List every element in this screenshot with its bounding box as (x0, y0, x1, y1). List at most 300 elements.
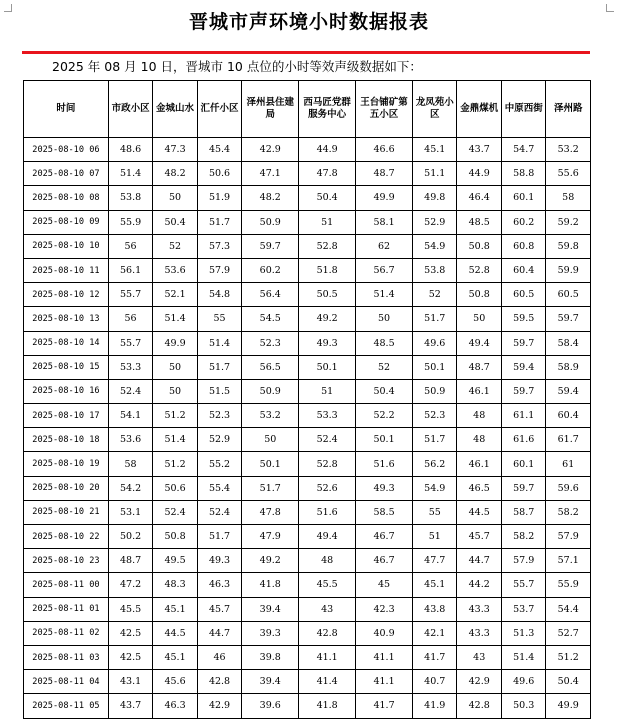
value-cell: 51.7 (197, 355, 241, 379)
time-cell: 2025-08-10 11 (24, 258, 109, 282)
column-header-site: 金鼎煤机 (457, 81, 501, 138)
value-cell: 51.3 (501, 621, 545, 645)
value-cell: 52.8 (299, 234, 356, 258)
title-divider (22, 51, 590, 54)
value-cell: 42.8 (197, 670, 241, 694)
value-cell: 61.6 (501, 428, 545, 452)
value-cell: 43 (457, 645, 501, 669)
time-cell: 2025-08-10 16 (24, 379, 109, 403)
value-cell: 41.1 (356, 670, 413, 694)
value-cell: 41.1 (356, 645, 413, 669)
time-cell: 2025-08-10 09 (24, 210, 109, 234)
value-cell: 53.7 (501, 597, 545, 621)
value-cell: 52 (356, 355, 413, 379)
value-cell: 47.9 (242, 525, 299, 549)
value-cell: 41.7 (413, 645, 457, 669)
value-cell: 48.2 (153, 162, 197, 186)
value-cell: 41.1 (299, 645, 356, 669)
value-cell: 51.4 (153, 307, 197, 331)
value-cell: 45.5 (108, 597, 152, 621)
value-cell: 50.3 (501, 694, 545, 718)
value-cell: 48.7 (457, 355, 501, 379)
value-cell: 56.2 (413, 452, 457, 476)
value-cell: 45.7 (197, 597, 241, 621)
value-cell: 50.9 (413, 379, 457, 403)
value-cell: 51 (299, 210, 356, 234)
value-cell: 53.2 (546, 138, 591, 162)
value-cell: 49.4 (299, 525, 356, 549)
value-cell: 51.4 (108, 162, 152, 186)
value-cell: 39.3 (242, 621, 299, 645)
table-row (24, 404, 591, 428)
value-cell: 61.7 (546, 428, 591, 452)
value-cell: 40.7 (413, 670, 457, 694)
value-cell: 39.6 (242, 694, 299, 718)
value-cell: 46.1 (457, 452, 501, 476)
value-cell: 43.1 (108, 670, 152, 694)
value-cell: 48.5 (356, 331, 413, 355)
value-cell: 44.9 (299, 138, 356, 162)
value-cell: 49.6 (501, 670, 545, 694)
value-cell: 43.3 (457, 621, 501, 645)
value-cell: 39.4 (242, 670, 299, 694)
time-cell: 2025-08-10 12 (24, 283, 109, 307)
value-cell: 42.8 (299, 621, 356, 645)
value-cell: 54.1 (108, 404, 152, 428)
table-row (24, 645, 591, 669)
value-cell: 59.7 (242, 234, 299, 258)
column-header-site: 西马匠党群服务中心 (299, 81, 356, 138)
value-cell: 45.1 (413, 138, 457, 162)
time-cell: 2025-08-10 07 (24, 162, 109, 186)
value-cell: 51.4 (153, 428, 197, 452)
value-cell: 52 (153, 234, 197, 258)
value-cell: 53.6 (153, 258, 197, 282)
value-cell: 42.8 (457, 694, 501, 718)
value-cell: 57.9 (501, 549, 545, 573)
value-cell: 43.7 (108, 694, 152, 718)
value-cell: 58.8 (501, 162, 545, 186)
value-cell: 51.7 (413, 307, 457, 331)
value-cell: 48.3 (153, 573, 197, 597)
value-cell: 55.7 (501, 573, 545, 597)
time-cell: 2025-08-10 15 (24, 355, 109, 379)
value-cell: 58.4 (546, 331, 591, 355)
value-cell: 50.4 (153, 210, 197, 234)
value-cell: 48.7 (356, 162, 413, 186)
value-cell: 55.2 (197, 452, 241, 476)
value-cell: 55.6 (546, 162, 591, 186)
value-cell: 51.8 (299, 258, 356, 282)
value-cell: 41.4 (299, 670, 356, 694)
value-cell: 59.4 (501, 355, 545, 379)
value-cell: 50 (457, 307, 501, 331)
value-cell: 39.8 (242, 645, 299, 669)
table-row (24, 355, 591, 379)
table-row (24, 428, 591, 452)
value-cell: 49.8 (413, 186, 457, 210)
value-cell: 56 (108, 307, 152, 331)
value-cell: 52.8 (299, 452, 356, 476)
value-cell: 45.6 (153, 670, 197, 694)
value-cell: 59.7 (501, 331, 545, 355)
table-row (24, 234, 591, 258)
table-row (24, 597, 591, 621)
value-cell: 53.1 (108, 500, 152, 524)
value-cell: 45.1 (153, 645, 197, 669)
value-cell: 52.4 (108, 379, 152, 403)
value-cell: 58.1 (356, 210, 413, 234)
value-cell: 51.7 (197, 210, 241, 234)
value-cell: 49.4 (457, 331, 501, 355)
value-cell: 50.8 (457, 283, 501, 307)
value-cell: 51.9 (197, 186, 241, 210)
value-cell: 48.5 (457, 210, 501, 234)
value-cell: 48.7 (108, 549, 152, 573)
time-cell: 2025-08-10 14 (24, 331, 109, 355)
table-row (24, 307, 591, 331)
value-cell: 50 (356, 307, 413, 331)
value-cell: 52 (413, 283, 457, 307)
value-cell: 42.9 (242, 138, 299, 162)
value-cell: 59.7 (501, 476, 545, 500)
value-cell: 51 (413, 525, 457, 549)
value-cell: 50.2 (108, 525, 152, 549)
value-cell: 61.1 (501, 404, 545, 428)
value-cell: 60.2 (501, 210, 545, 234)
value-cell: 60.5 (546, 283, 591, 307)
value-cell: 41.7 (356, 694, 413, 718)
value-cell: 54.4 (546, 597, 591, 621)
value-cell: 51.6 (356, 452, 413, 476)
value-cell: 55.4 (197, 476, 241, 500)
value-cell: 50 (153, 355, 197, 379)
table-row (24, 162, 591, 186)
column-header-site: 泽州路 (546, 81, 591, 138)
table-row (24, 331, 591, 355)
value-cell: 43 (299, 597, 356, 621)
time-cell: 2025-08-10 08 (24, 186, 109, 210)
time-cell: 2025-08-11 04 (24, 670, 109, 694)
value-cell: 52.4 (153, 500, 197, 524)
value-cell: 61 (546, 452, 591, 476)
column-header-site: 王台铺矿第五小区 (356, 81, 413, 138)
value-cell: 47.1 (242, 162, 299, 186)
value-cell: 50.1 (242, 452, 299, 476)
value-cell: 50.8 (457, 234, 501, 258)
value-cell: 56.5 (242, 355, 299, 379)
value-cell: 52.7 (546, 621, 591, 645)
value-cell: 51.5 (197, 379, 241, 403)
value-cell: 58.9 (546, 355, 591, 379)
value-cell: 42.3 (356, 597, 413, 621)
table-row (24, 379, 591, 403)
value-cell: 51.7 (242, 476, 299, 500)
value-cell: 46.7 (356, 549, 413, 573)
value-cell: 51.2 (153, 404, 197, 428)
table-row (24, 525, 591, 549)
value-cell: 48 (457, 428, 501, 452)
value-cell: 60.2 (242, 258, 299, 282)
value-cell: 50 (153, 186, 197, 210)
table-row (24, 694, 591, 718)
report-title: 晋城市声环境小时数据报表 (188, 11, 429, 33)
column-header-site: 汇仟小区 (197, 81, 241, 138)
column-header-site: 泽州县住建局 (242, 81, 299, 138)
value-cell: 59.6 (546, 476, 591, 500)
value-cell: 42.5 (108, 621, 152, 645)
value-cell: 41.8 (299, 694, 356, 718)
value-cell: 47.2 (108, 573, 152, 597)
value-cell: 53.6 (108, 428, 152, 452)
value-cell: 48.6 (108, 138, 152, 162)
table-row (24, 476, 591, 500)
value-cell: 54.8 (197, 283, 241, 307)
value-cell: 42.1 (413, 621, 457, 645)
time-cell: 2025-08-11 01 (24, 597, 109, 621)
value-cell: 47.8 (299, 162, 356, 186)
value-cell: 58.2 (501, 525, 545, 549)
time-cell: 2025-08-11 00 (24, 573, 109, 597)
table-header-row (24, 81, 591, 138)
value-cell: 54.7 (501, 138, 545, 162)
time-cell: 2025-08-10 19 (24, 452, 109, 476)
value-cell: 52.3 (242, 331, 299, 355)
value-cell: 44.7 (197, 621, 241, 645)
value-cell: 49.2 (242, 549, 299, 573)
value-cell: 59.8 (546, 234, 591, 258)
value-cell: 47.7 (413, 549, 457, 573)
table-row (24, 138, 591, 162)
value-cell: 57.9 (197, 258, 241, 282)
value-cell: 46.7 (356, 525, 413, 549)
time-cell: 2025-08-10 10 (24, 234, 109, 258)
value-cell: 51.1 (413, 162, 457, 186)
time-cell: 2025-08-10 18 (24, 428, 109, 452)
time-cell: 2025-08-10 13 (24, 307, 109, 331)
value-cell: 50.4 (299, 186, 356, 210)
table-row (24, 210, 591, 234)
value-cell: 50.4 (546, 670, 591, 694)
value-cell: 52.4 (197, 500, 241, 524)
value-cell: 60.4 (546, 404, 591, 428)
value-cell: 52.4 (299, 428, 356, 452)
value-cell: 52.1 (153, 283, 197, 307)
value-cell: 60.1 (501, 186, 545, 210)
table-row (24, 500, 591, 524)
column-header-site: 市政小区 (108, 81, 152, 138)
table-row (24, 621, 591, 645)
value-cell: 49.9 (546, 694, 591, 718)
value-cell: 50.1 (413, 355, 457, 379)
value-cell: 48 (299, 549, 356, 573)
time-cell: 2025-08-11 02 (24, 621, 109, 645)
value-cell: 50.5 (299, 283, 356, 307)
value-cell: 50 (153, 379, 197, 403)
value-cell: 54.2 (108, 476, 152, 500)
value-cell: 42.9 (457, 670, 501, 694)
value-cell: 46.4 (457, 186, 501, 210)
value-cell: 58.2 (546, 500, 591, 524)
value-cell: 60.4 (501, 258, 545, 282)
value-cell: 50.4 (356, 379, 413, 403)
value-cell: 44.5 (457, 500, 501, 524)
value-cell: 46.5 (457, 476, 501, 500)
table-row (24, 283, 591, 307)
value-cell: 45.4 (197, 138, 241, 162)
value-cell: 55 (197, 307, 241, 331)
column-header-site: 金城山水 (153, 81, 197, 138)
value-cell: 51.2 (153, 452, 197, 476)
table-body (24, 138, 591, 719)
value-cell: 49.5 (153, 549, 197, 573)
value-cell: 47.3 (153, 138, 197, 162)
value-cell: 54.9 (413, 234, 457, 258)
value-cell: 52.3 (413, 404, 457, 428)
value-cell: 52.2 (356, 404, 413, 428)
column-header-site: 中原西街 (501, 81, 545, 138)
value-cell: 45.5 (299, 573, 356, 597)
time-cell: 2025-08-10 21 (24, 500, 109, 524)
value-cell: 53.3 (108, 355, 152, 379)
value-cell: 57.9 (546, 525, 591, 549)
value-cell: 60.5 (501, 283, 545, 307)
value-cell: 49.9 (356, 186, 413, 210)
table-row (24, 258, 591, 282)
value-cell: 59.7 (501, 379, 545, 403)
table-row (24, 573, 591, 597)
value-cell: 46 (197, 645, 241, 669)
value-cell: 39.4 (242, 597, 299, 621)
value-cell: 60.8 (501, 234, 545, 258)
value-cell: 46.3 (153, 694, 197, 718)
value-cell: 41.8 (242, 573, 299, 597)
value-cell: 52.6 (299, 476, 356, 500)
value-cell: 50 (242, 428, 299, 452)
value-cell: 62 (356, 234, 413, 258)
value-cell: 55.9 (108, 210, 152, 234)
value-cell: 55.9 (546, 573, 591, 597)
value-cell: 51.7 (413, 428, 457, 452)
value-cell: 50.6 (153, 476, 197, 500)
time-cell: 2025-08-11 05 (24, 694, 109, 718)
report-subtitle: 2025 年 08 月 10 日，晋城市 10 点位的小时等效声级数据如下： (52, 59, 422, 74)
value-cell: 59.7 (546, 307, 591, 331)
value-cell: 44.5 (153, 621, 197, 645)
value-cell: 48.2 (242, 186, 299, 210)
value-cell: 51.7 (197, 525, 241, 549)
value-cell: 49.9 (153, 331, 197, 355)
value-cell: 58.5 (356, 500, 413, 524)
value-cell: 50.9 (242, 210, 299, 234)
time-cell: 2025-08-10 20 (24, 476, 109, 500)
value-cell: 52.9 (197, 428, 241, 452)
column-header-time: 时间 (24, 81, 109, 138)
value-cell: 51.4 (501, 645, 545, 669)
value-cell: 47.8 (242, 500, 299, 524)
value-cell: 48 (457, 404, 501, 428)
value-cell: 59.2 (546, 210, 591, 234)
value-cell: 55.7 (108, 331, 152, 355)
value-cell: 46.6 (356, 138, 413, 162)
value-cell: 59.9 (546, 258, 591, 282)
value-cell: 51.6 (299, 500, 356, 524)
noise-data-table (23, 80, 591, 719)
time-cell: 2025-08-10 23 (24, 549, 109, 573)
value-cell: 59.5 (501, 307, 545, 331)
value-cell: 58 (546, 186, 591, 210)
value-cell: 43.7 (457, 138, 501, 162)
table-row (24, 186, 591, 210)
value-cell: 60.1 (501, 452, 545, 476)
value-cell: 51.4 (356, 283, 413, 307)
value-cell: 54.9 (413, 476, 457, 500)
value-cell: 55 (413, 500, 457, 524)
value-cell: 43.8 (413, 597, 457, 621)
value-cell: 57.1 (546, 549, 591, 573)
table-row (24, 452, 591, 476)
time-cell: 2025-08-10 06 (24, 138, 109, 162)
value-cell: 49.3 (356, 476, 413, 500)
value-cell: 50.6 (197, 162, 241, 186)
value-cell: 55.7 (108, 283, 152, 307)
value-cell: 49.6 (413, 331, 457, 355)
value-cell: 45 (356, 573, 413, 597)
value-cell: 44.9 (457, 162, 501, 186)
value-cell: 50.1 (356, 428, 413, 452)
value-cell: 58 (108, 452, 152, 476)
value-cell: 51 (299, 379, 356, 403)
value-cell: 56 (108, 234, 152, 258)
value-cell: 52.3 (197, 404, 241, 428)
value-cell: 49.3 (299, 331, 356, 355)
value-cell: 53.2 (242, 404, 299, 428)
table-row (24, 670, 591, 694)
value-cell: 57.3 (197, 234, 241, 258)
column-header-site: 龙凤苑小区 (413, 81, 457, 138)
value-cell: 56.7 (356, 258, 413, 282)
value-cell: 50.9 (242, 379, 299, 403)
value-cell: 56.4 (242, 283, 299, 307)
value-cell: 46.1 (457, 379, 501, 403)
value-cell: 54.5 (242, 307, 299, 331)
value-cell: 58.7 (501, 500, 545, 524)
value-cell: 53.3 (299, 404, 356, 428)
value-cell: 49.3 (197, 549, 241, 573)
table-row (24, 549, 591, 573)
value-cell: 45.1 (413, 573, 457, 597)
time-cell: 2025-08-10 22 (24, 525, 109, 549)
value-cell: 53.8 (108, 186, 152, 210)
time-cell: 2025-08-10 17 (24, 404, 109, 428)
value-cell: 45.7 (457, 525, 501, 549)
value-cell: 50.8 (153, 525, 197, 549)
value-cell: 41.9 (413, 694, 457, 718)
value-cell: 51.4 (197, 331, 241, 355)
value-cell: 49.2 (299, 307, 356, 331)
value-cell: 59.4 (546, 379, 591, 403)
time-cell: 2025-08-11 03 (24, 645, 109, 669)
value-cell: 56.1 (108, 258, 152, 282)
value-cell: 45.1 (153, 597, 197, 621)
value-cell: 44.7 (457, 549, 501, 573)
value-cell: 40.9 (356, 621, 413, 645)
value-cell: 43.3 (457, 597, 501, 621)
value-cell: 42.9 (197, 694, 241, 718)
value-cell: 53.8 (413, 258, 457, 282)
value-cell: 51.2 (546, 645, 591, 669)
value-cell: 44.2 (457, 573, 501, 597)
